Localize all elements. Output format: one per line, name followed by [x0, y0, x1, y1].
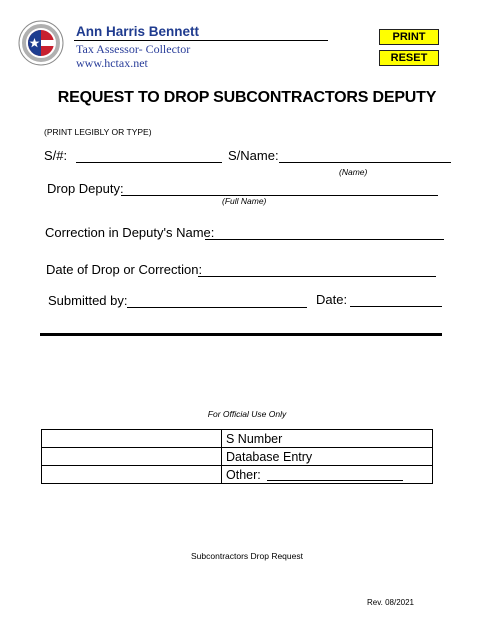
other-blank-line	[267, 480, 403, 481]
s-number-input[interactable]	[76, 147, 222, 163]
date-of-drop-label: Date of Drop or Correction:	[46, 262, 203, 277]
print-button[interactable]: PRINT	[379, 29, 439, 45]
correction-input[interactable]	[205, 224, 444, 240]
submitted-by-label: Submitted by:	[48, 293, 128, 308]
table-row	[42, 448, 433, 466]
section-divider	[40, 333, 442, 336]
table-cell-empty	[42, 466, 222, 484]
revision-label: Rev. 08/2021	[367, 598, 414, 607]
date-label: Date:	[316, 292, 348, 307]
s-name-label: S/Name:	[228, 148, 279, 163]
form-title: REQUEST TO DROP SUBCONTRACTORS DEPUTY	[57, 89, 437, 106]
drop-deputy-label: Drop Deputy:	[47, 181, 124, 196]
submitted-by-input[interactable]	[127, 292, 307, 308]
official-use-caption: For Official Use Only	[207, 409, 287, 419]
other-cell	[222, 466, 433, 484]
correction-label: Correction in Deputy's Name:	[45, 225, 215, 240]
s-number-label: S/#:	[44, 148, 68, 163]
org-name: Ann Harris Bennett	[76, 24, 200, 39]
database-entry-cell: Database Entry	[222, 448, 433, 466]
s-name-input[interactable]	[279, 147, 451, 163]
other-label: Other:	[226, 467, 261, 482]
full-name-hint: (Full Name)	[222, 196, 267, 206]
print-instruction: (PRINT LEGIBLY OR TYPE)	[44, 127, 152, 137]
s-number-cell: S Number	[222, 430, 433, 448]
drop-deputy-input[interactable]	[121, 180, 438, 196]
table-row	[42, 430, 433, 448]
footer-title: Subcontractors Drop Request	[191, 551, 303, 561]
website-link[interactable]: www.hctax.net	[76, 56, 148, 70]
official-use-table	[41, 429, 433, 484]
date-input[interactable]	[350, 291, 442, 307]
date-of-drop-input[interactable]	[198, 261, 436, 277]
table-cell-empty	[42, 448, 222, 466]
org-title: Tax Assessor- Collector	[76, 42, 191, 56]
table-row	[42, 466, 433, 484]
reset-button[interactable]: RESET	[379, 50, 439, 66]
header-rule	[74, 40, 328, 41]
name-hint: (Name)	[339, 167, 368, 177]
table-cell-empty	[42, 430, 222, 448]
harris-county-seal-icon	[18, 20, 64, 66]
